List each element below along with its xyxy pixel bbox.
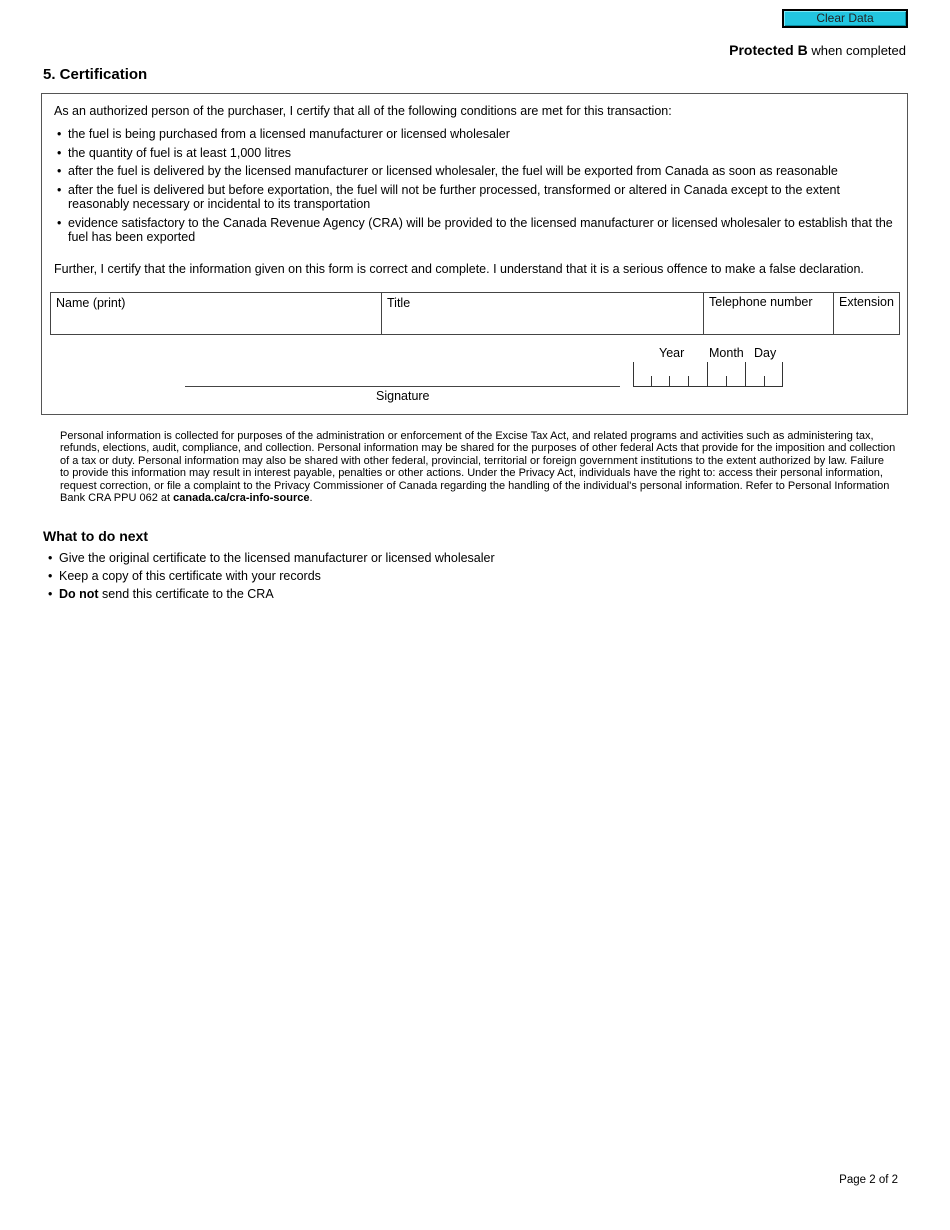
protected-b-suffix: when completed (807, 43, 906, 58)
telephone-number-field[interactable] (703, 292, 834, 335)
date-divider (745, 362, 746, 386)
next-step-item (46, 587, 495, 602)
condition-item (54, 216, 904, 245)
protected-b-label: Protected B (729, 42, 808, 58)
bullet-icon: • (48, 551, 53, 565)
next-step-text: Keep a copy of this certificate with your records (59, 569, 321, 583)
certification-statement: Further, I certify that the information given on this form is correct and complete. I understand that it is a serious offence to make a false declaration. (54, 262, 864, 276)
date-divider (633, 362, 634, 386)
extension-field[interactable] (833, 292, 900, 335)
what-to-do-next-heading: What to do next (43, 528, 148, 544)
date-tick (688, 376, 689, 386)
bullet-icon: • (48, 587, 53, 601)
next-step-item (46, 551, 495, 566)
bullet-icon: • (57, 164, 62, 178)
conditions-list (54, 127, 904, 249)
date-tick (651, 376, 652, 386)
signature-label: Signature (376, 389, 430, 403)
extension-label: Extension (839, 295, 894, 309)
date-baseline (633, 386, 783, 387)
condition-text: the fuel is being purchased from a licensed manufacturer or licensed wholesaler (68, 127, 510, 141)
privacy-text: Personal information is collected for purposes of the administration or enforcement of the Excise Tax Act, and related programs and activities such as administering tax, refunds, elections, audit, compliance, and collection. Personal information may be shared for the purposes of other federal Acts that provide for the imposition and collection of a tax or duty. Personal information may also be shared with other federal, provincial, territorial or foreign government institutions to the extent authorized by law. Failure to provide this information may result in interest payable, penalties or other actions. Under the Privacy Act, individuals have the right to: access their personal information, request correction, or file a complaint to the Privacy Commissioner of Canada regarding the handling of the individual's personal information. Refer to Personal Information Bank CRA PPU 062 at (60, 430, 896, 505)
condition-item (54, 127, 904, 142)
date-divider (782, 362, 783, 386)
name-print-label: Name (print) (56, 296, 126, 310)
bullet-icon: • (57, 215, 62, 230)
certification-intro: As an authorized person of the purchaser, I certify that all of the following conditions are met for this transaction: (54, 104, 672, 118)
condition-text: evidence satisfactory to the Canada Revenue Agency (CRA) will be provided to the licensed manufacturer or licensed wholesaler to establish that the fuel has been exported (68, 215, 893, 244)
bullet-icon: • (48, 569, 53, 583)
condition-text: after the fuel is delivered but before exportation, the fuel will not be further processed, transformed or altered in Canada except to the extent reasonably necessary or incidental to its transportation (68, 182, 840, 211)
year-label: Year (659, 346, 685, 360)
date-tick (726, 376, 727, 386)
next-step-text: send this certificate to the CRA (98, 587, 274, 601)
page-number: Page 2 of 2 (839, 1174, 898, 1186)
bullet-icon: • (57, 145, 62, 160)
what-to-do-next-list (46, 551, 495, 605)
condition-item (54, 164, 904, 179)
condition-text: the quantity of fuel is at least 1,000 litres (68, 145, 292, 160)
condition-text: after the fuel is delivered by the licensed manufacturer or licensed wholesaler, the fuel will be exported from Canada as soon as reasonable (68, 164, 838, 178)
next-step-text: Give the original certificate to the licensed manufacturer or licensed wholesaler (59, 551, 495, 565)
condition-item (54, 183, 904, 212)
date-tick (669, 376, 670, 386)
date-divider (707, 362, 708, 386)
protected-b-notice (729, 42, 906, 58)
bullet-icon: • (57, 182, 62, 197)
day-label: Day (754, 346, 777, 360)
month-label: Month (709, 346, 744, 360)
privacy-end: . (309, 492, 313, 505)
cra-info-source-link[interactable]: canada.ca/cra-info-source (173, 492, 310, 505)
clear-data-button[interactable]: Clear Data (782, 9, 908, 28)
date-tick (764, 376, 765, 386)
condition-item (54, 146, 904, 161)
telephone-number-label: Telephone number (709, 295, 813, 309)
name-print-field[interactable] (50, 292, 382, 335)
signature-line[interactable] (185, 386, 620, 387)
section-title: 5. Certification (43, 66, 148, 83)
next-step-emphasis: Do not (59, 587, 99, 601)
date-field[interactable] (633, 362, 783, 387)
privacy-notice (60, 430, 896, 504)
next-step-item (46, 569, 495, 584)
title-field[interactable] (381, 292, 704, 335)
title-label: Title (387, 296, 411, 310)
bullet-icon: • (57, 127, 62, 141)
